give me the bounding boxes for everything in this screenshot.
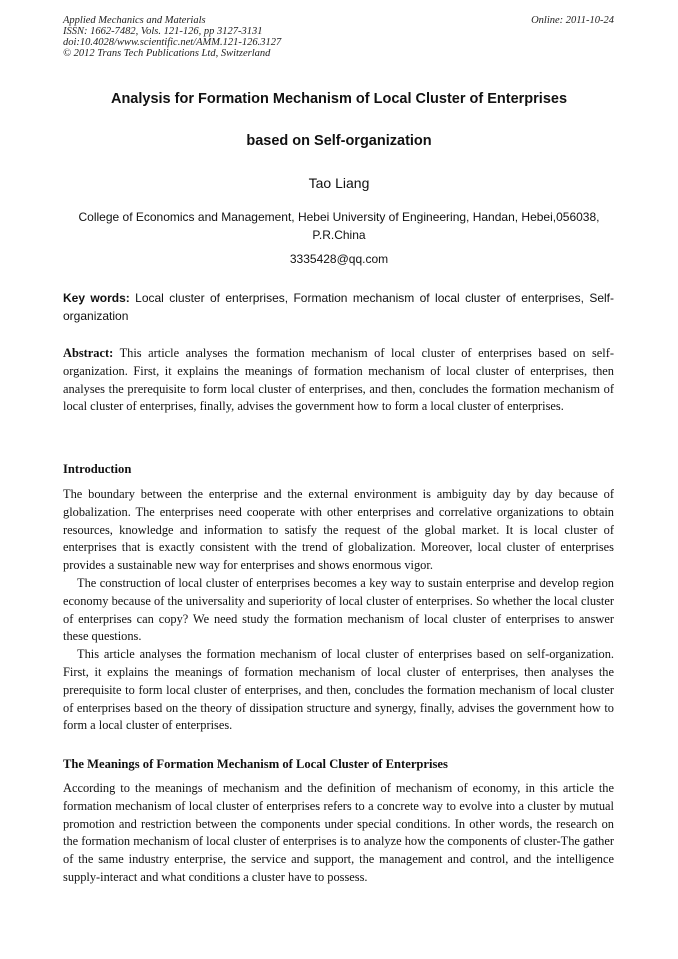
meanings-section — [63, 780, 614, 887]
section-heading-introduction: Introduction — [63, 462, 132, 476]
journal-name: Applied Mechanics and Materials — [63, 15, 206, 26]
journal-header — [63, 15, 614, 59]
paragraph: According to the meanings of mechanism and the definition of mechanism of economy, in this article the formation mechanism of local cluster of enterprises refers to a concrete way to evolve into a cluster by mutual promotion and restriction between the components under special conditions. In other words, the research on the formation mechanism of local cluster of enterprises is to analyze how the components of cluster-The gather of the same industry enterprise, the service and support, the management and control, and the intelligence supply-interact and what conditions a cluster have to possess. — [63, 781, 614, 884]
abstract-text: This article analyses the formation mechanism of local cluster of enterprises based on self-organization. First, it explains the meanings of formation mechanism of local cluster of enterprises, then analyses the prerequisite to form local cluster of enterprises, and then, concludes the formation mechanism of local cluster of enterprises, finally, advises the government how to form a local cluster of enterprises. — [63, 346, 615, 414]
abstract-label: Abstract: — [63, 346, 114, 360]
paragraph: This article analyses the formation mechanism of local cluster of enterprises based on self-organization. First, it explains the meanings of formation mechanism of local cluster of enterprises, then analyses the prerequisite to form local cluster of enterprises, and then, concludes the formation mechanism of local cluster of enterprises based on the theory of dissipation structure and synergy, finally, advises the government how to form a local cluster of enterprises. — [63, 647, 614, 733]
author-affiliation: College of Economics and Management, Hebei University of Engineering, Handan, Hebei,056038, P.R.China — [78, 210, 600, 242]
author-name: Tao Liang — [308, 175, 370, 191]
author-email: 3335428@qq.com — [289, 252, 389, 266]
abstract — [63, 345, 614, 416]
section-heading-meanings: The Meanings of Formation Mechanism of Local Cluster of Enterprises — [63, 757, 448, 771]
keywords-text: Local cluster of enterprises, Formation mechanism of local cluster of enterprises, Self-organization — [63, 291, 615, 323]
online-date: Online: 2011-10-24 — [531, 15, 614, 26]
introduction-section — [63, 486, 614, 735]
doi-line: doi:10.4028/www.scientific.net/AMM.121-126.3127 — [63, 37, 282, 48]
paper-title-line-2: based on Self-organization — [246, 133, 432, 149]
paragraph: The boundary between the enterprise and the external environment is ambiguity day by day because of globalization. The enterprises need cooperate with other enterprises and correlative organizations to obtain resources, knowledge and information to satisfy the request of the global market. It is local cluster of enterprises that is exactly consistent with the trend of globalization. Moreover, local cluster of enterprises provides a sustainable new way for enterprises and shows enormous vigor. — [63, 487, 614, 573]
paper-title-line-1: Analysis for Formation Mechanism of Local Cluster of Enterprises — [110, 91, 568, 107]
paragraph: The construction of local cluster of enterprises becomes a key way to sustain enterprise and develop region economy because of the universality and superiority of local cluster of enterprises. So whether the local cluster of enterprises can copy? We need study the formation mechanism of local cluster of enterprises to answer these questions. — [63, 575, 614, 644]
keywords — [63, 289, 614, 325]
keywords-label: Key words: — [63, 291, 130, 305]
issn-line: ISSN: 1662-7482, Vols. 121-126, pp 3127-3131 — [63, 26, 263, 37]
copyright-line: © 2012 Trans Tech Publications Ltd, Switzerland — [63, 48, 271, 59]
